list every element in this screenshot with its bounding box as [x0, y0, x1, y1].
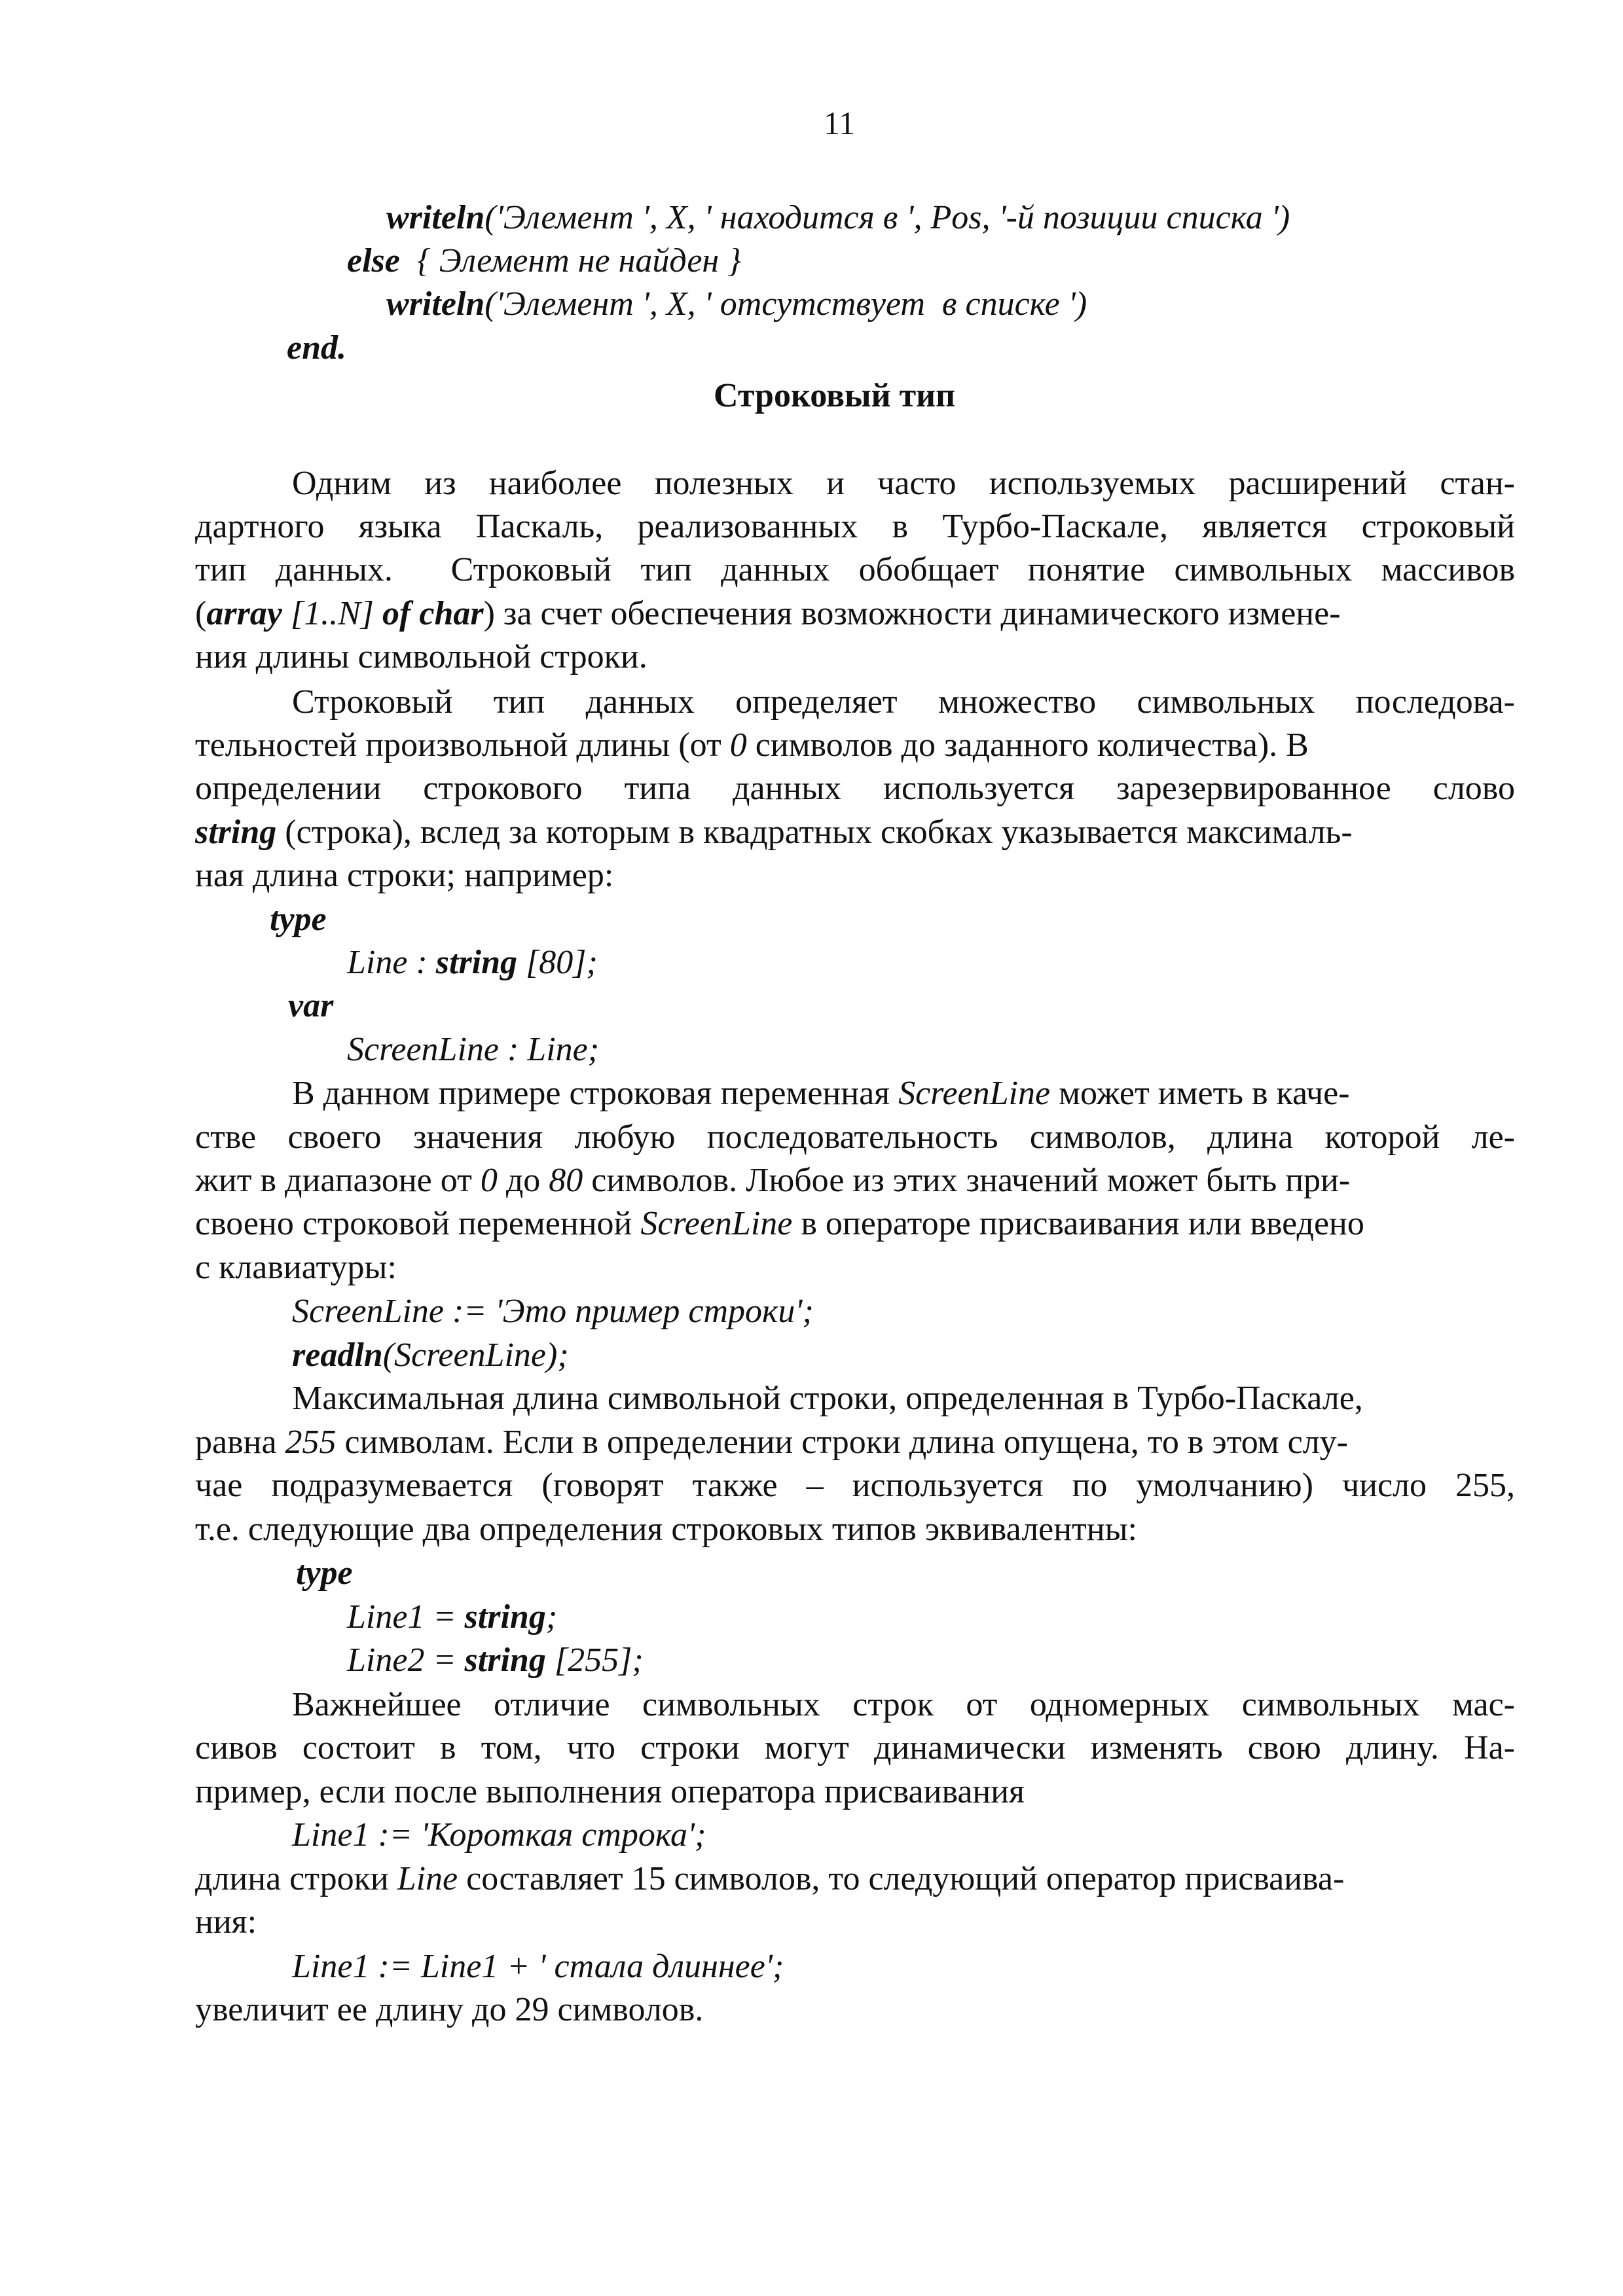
code-line-writeln-missing — [386, 283, 1087, 326]
keyword: of char — [382, 595, 484, 632]
code-text: ('Элемент ', X, ' отсутствует в списке ') — [484, 285, 1087, 323]
code-line-assign: ScreenLine := 'Это пример строки'; — [292, 1293, 814, 1330]
paragraph-1-line: дартного языка Паскаль, реализованных в Турбо-Паскале, является строковый — [195, 508, 1515, 545]
keyword: array — [206, 595, 282, 632]
code-text: (ScreenLine); — [382, 1336, 569, 1374]
paragraph-6-line — [195, 1857, 1344, 1901]
text: может иметь в каче- — [1050, 1075, 1350, 1112]
paragraph-1-line: ния длины символьной строки. — [195, 638, 647, 675]
paragraph-2-line: Строковый тип данных определяет множество символьных последова- — [292, 683, 1515, 721]
paragraph-3-line — [292, 1072, 1350, 1115]
code-line-line1-decl — [347, 1596, 557, 1639]
code-text: { Элемент не найден } — [399, 242, 741, 279]
paragraph-2-line — [195, 724, 1309, 767]
paragraph-5-line: Важнейшее отличие символьных строк от одномерных символьных мас- — [292, 1686, 1515, 1723]
text: до — [497, 1162, 549, 1199]
code-line-end: end. — [287, 329, 346, 367]
text: жит в диапазоне от — [195, 1162, 481, 1199]
code-text: [255]; — [545, 1641, 644, 1679]
text: (строка), вслед за которым в квадратных скобках указывается максималь- — [276, 814, 1353, 851]
keyword: writeln — [386, 285, 485, 323]
code-text: ; — [545, 1598, 558, 1636]
keyword: string — [464, 1641, 546, 1679]
identifier: ScreenLine — [898, 1075, 1051, 1112]
code-line-line-decl — [347, 941, 598, 984]
paragraph-5-line: сивов состоит в том, что строки могут динамически изменять свою длину. На- — [195, 1729, 1515, 1767]
code-keyword-type: type — [296, 1554, 353, 1592]
code-text: [80]; — [517, 944, 598, 981]
paragraph-2-line — [195, 811, 1353, 854]
paragraph-4-line — [195, 1421, 1348, 1464]
keyword: readln — [292, 1336, 383, 1374]
keyword: string — [435, 944, 518, 981]
number: 80 — [549, 1162, 583, 1199]
text: ( — [195, 595, 207, 632]
text: символам. Если в определении строки длина опущена, то в этом слу- — [336, 1424, 1348, 1461]
section-heading: Строковый тип — [714, 377, 956, 414]
identifier: Line — [397, 1860, 458, 1897]
paragraph-1-line: тип данных. Строковый тип данных обобщает понятие символьных массивов — [195, 551, 1515, 588]
text: символов. Любое из этих значений может быть при- — [583, 1162, 1351, 1199]
code-line-short-assign: Line1 := 'Короткая строка'; — [292, 1816, 706, 1854]
paragraph-4-line: чае подразумевается (говорят также – используется по умолчанию) число 255, — [195, 1467, 1515, 1504]
text: тельностей произвольной длины (от — [195, 726, 730, 764]
code-text: Line : — [347, 944, 436, 981]
code-text: ('Элемент ', X, ' находится в ', Pos, '-й позиции списка ') — [484, 199, 1290, 236]
code-line-readln — [292, 1334, 569, 1377]
paragraph-6-line: ния: — [195, 1903, 257, 1941]
code-keyword-type: type — [270, 901, 327, 938]
keyword: string — [464, 1598, 546, 1636]
code-line-concat: Line1 := Line1 + ' стала длиннее'; — [292, 1948, 784, 1985]
keyword: writeln — [386, 199, 485, 236]
text: длина строки — [195, 1860, 397, 1897]
text: равна — [195, 1424, 285, 1461]
code-line-line2-decl — [347, 1639, 644, 1682]
text: ) за счет обеспечения возможности динамического измене- — [483, 595, 1341, 632]
code-text: Line2 = — [347, 1641, 465, 1679]
text: в операторе присваивания или введено — [792, 1205, 1364, 1242]
paragraph-3-line — [195, 1159, 1350, 1202]
number: 0 — [729, 726, 747, 764]
paragraph-3-line: с клавиатуры: — [195, 1249, 397, 1286]
paragraph-3-line — [195, 1202, 1364, 1246]
paragraph-2-line: определении строкового типа данных используется зарезервированное слово — [195, 770, 1515, 807]
paragraph-5-line: пример, если после выполнения оператора присваивания — [195, 1773, 1025, 1810]
page-number: 11 — [824, 105, 856, 141]
text: своено строковой переменной — [195, 1205, 641, 1242]
code-line-screenline-decl: ScreenLine : Line; — [347, 1031, 600, 1068]
text: В данном примере строковая переменная — [292, 1075, 899, 1112]
paragraph-1-line — [195, 592, 1341, 636]
paragraph-7-line: увеличит ее длину до 29 символов. — [195, 1991, 704, 2028]
paragraph-2-line: ная длина строки; например: — [195, 857, 614, 894]
keyword: string — [195, 814, 277, 851]
code-text: Line1 = — [347, 1598, 465, 1636]
text: символов до заданного количества). В — [746, 726, 1309, 764]
paragraph-3-line: стве своего значения любую последовательность символов, длина которой ле- — [195, 1119, 1515, 1156]
identifier: ScreenLine — [640, 1205, 793, 1242]
paragraph-1-line: Одним из наиболее полезных и часто используемых расширений стан- — [292, 465, 1515, 502]
code-keyword-var: var — [288, 987, 334, 1024]
keyword: else — [347, 242, 400, 279]
number: 0 — [480, 1162, 498, 1199]
paragraph-4-line: Максимальная длина символьной строки, определенная в Турбо-Паскале, — [292, 1380, 1363, 1417]
code-text: [1..N] — [282, 595, 383, 632]
number: 255 — [285, 1424, 337, 1461]
paragraph-4-line: т.е. следующие два определения строковых типов эквивалентны: — [195, 1511, 1137, 1548]
code-line-else — [347, 240, 741, 283]
code-line-writeln-found — [386, 196, 1290, 240]
text: составляет 15 символов, то следующий оператор присваива- — [458, 1860, 1345, 1897]
